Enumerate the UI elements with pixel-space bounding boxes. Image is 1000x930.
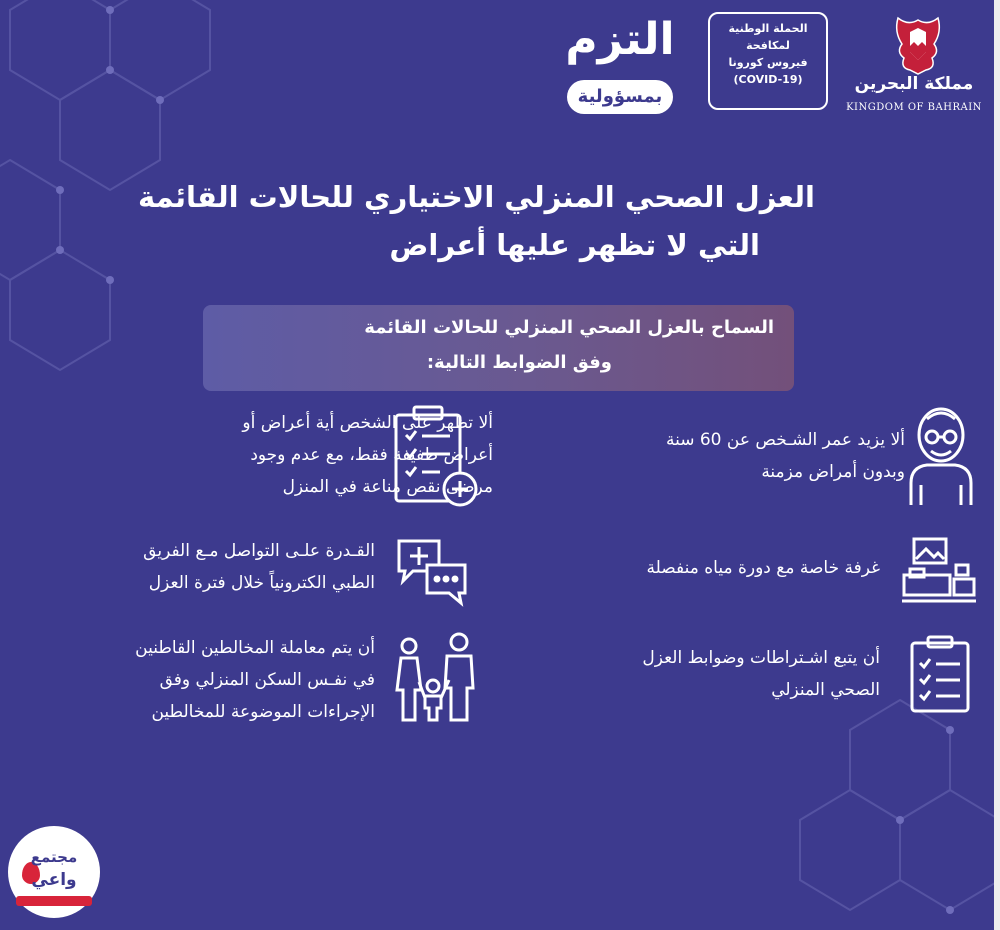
aware-community-badge: [8, 826, 100, 918]
condition-isolation-rules-text: [642, 642, 880, 706]
condition-communication-text: [143, 535, 375, 599]
campaign-line: لمكافحة: [746, 39, 790, 52]
condition-line: أعراض طفيفة فقط، مع عدم وجود: [250, 445, 493, 465]
condition-line: القـدرة علـى التواصل مـع الفريق: [143, 541, 375, 561]
condition-contacts-text: [135, 632, 375, 728]
condition-line: مرضى نقص مناعة في المنزل: [282, 477, 493, 497]
commit-word: التزم: [565, 14, 675, 65]
condition-age-text: [666, 424, 905, 488]
kingdom-name-english: KINGDOM OF BAHRAIN: [846, 102, 982, 113]
bahrain-emblem-icon: [892, 12, 944, 76]
commit-responsibly-logo: [555, 10, 685, 118]
badge-line-2: واعي: [31, 870, 77, 890]
condition-line: غرفة خاصة مع دورة مياه منفصلة: [646, 558, 880, 578]
kingdom-name-arabic: مملكة البحرين: [854, 74, 974, 94]
private-room-icon: [900, 535, 978, 607]
condition-line: ألا يزيد عمر الشـخص عن 60 سنة: [665, 430, 905, 450]
campaign-line: (COVID-19): [733, 73, 803, 86]
family-icon: [395, 632, 477, 724]
kingdom-of-bahrain-logo: [840, 8, 988, 118]
condition-symptoms-text: [242, 407, 493, 503]
banner-line-2: وفق الضوابط التالية:: [426, 352, 612, 373]
right-edge-strip: [994, 0, 1000, 930]
title-line-2: التي لا تظهر عليها أعراض: [389, 228, 760, 262]
condition-line: أن يتبع اشـتراطات وضوابط العزل: [642, 648, 880, 668]
title-line-1: العزل الصحي المنزلي الاختياري للحالات القائمة: [138, 180, 815, 214]
condition-line: الطبي الكترونياً خلال فترة العزل: [148, 573, 375, 593]
banner-line-1: السماح بالعزل الصحي المنزلي للحالات القائمة: [364, 317, 774, 338]
campaign-line: فيروس كورونا: [728, 56, 808, 69]
condition-line: أن يتم معاملة المخالطين القاطنين: [135, 638, 375, 658]
badge-line-1: مجتمع: [30, 848, 78, 866]
badge-ribbon: [16, 896, 92, 906]
responsibility-pill: بمسؤولية: [567, 80, 673, 114]
condition-line: ألا تظهر على الشخص أية أعراض أو: [242, 413, 493, 433]
campaign-line: الحملة الوطنية: [728, 22, 808, 35]
condition-line: الإجراءات الموضوعة للمخالطين: [151, 702, 375, 722]
conditions-banner: [203, 305, 794, 391]
condition-room-text: [647, 552, 880, 584]
condition-line: وبدون أمراض مزمنة: [761, 462, 905, 482]
medical-chat-icon: [395, 535, 470, 607]
national-campaign-box: [708, 12, 828, 110]
elderly-person-icon: [905, 405, 977, 505]
checklist-icon: [908, 635, 972, 715]
condition-line: الصحي المنزلي: [771, 680, 880, 700]
condition-line: في نفـس السكن المنزلي وفق: [159, 670, 375, 690]
